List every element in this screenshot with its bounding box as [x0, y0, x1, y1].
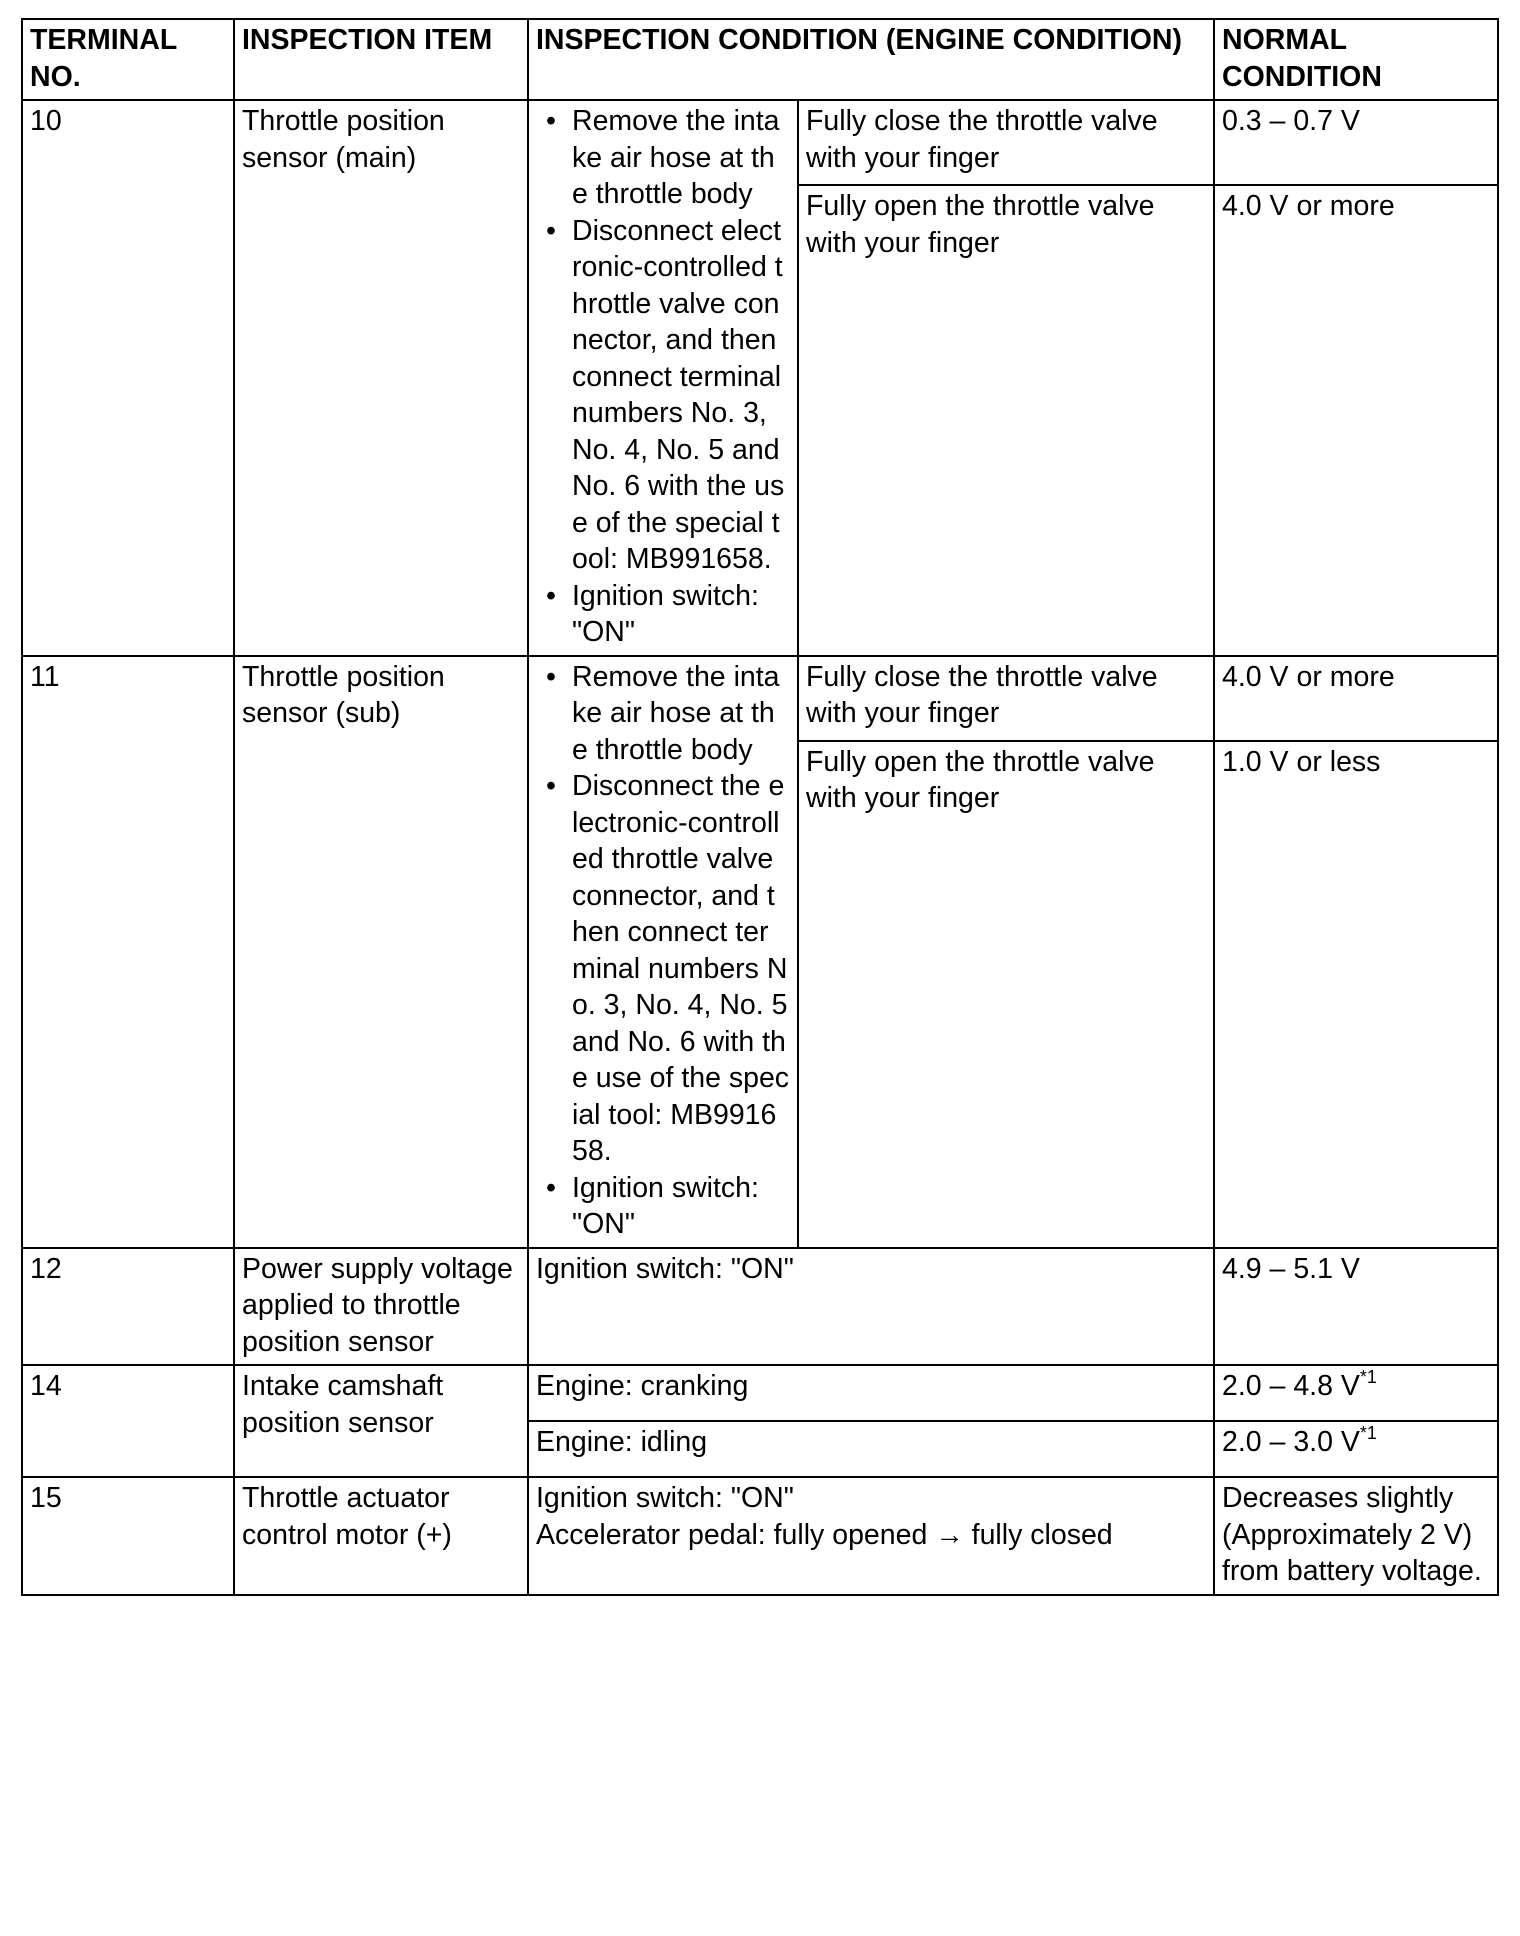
normal-condition-cell: 0.3 – 0.7 V — [1214, 100, 1498, 185]
inspection-item-cell: Power supply voltage applied to throttle position sensor — [234, 1248, 528, 1366]
inspection-table — [21, 18, 1499, 1596]
condition-line: Ignition switch: "ON" — [536, 1482, 794, 1514]
table-row-terminal-10 — [22, 100, 1498, 185]
condition-cell: Fully open the throttle valve with your finger — [798, 741, 1214, 1248]
terminal-no-cell: 14 — [22, 1365, 234, 1477]
precondition-list — [536, 659, 790, 1243]
condition-line: Accelerator pedal: fully opened → fully closed — [536, 1518, 1113, 1551]
condition-cell: Ignition switch: "ON" — [528, 1248, 1214, 1366]
terminal-no-cell: 11 — [22, 656, 234, 1248]
normal-condition-cell: 1.0 V or less — [1214, 741, 1498, 1248]
normal-condition-cell: 4.0 V or more — [1214, 185, 1498, 656]
inspection-item-cell: Throttle position sensor (sub) — [234, 656, 528, 1248]
header-normal-condition: NORMAL CONDITION — [1214, 19, 1498, 100]
list-item: • Disconnect the electronic-controlled throttle valve connector, and then connect terminal numbers No. 3, No. 4, No. 5 and No. 6 with the use of the special tool: MB991658. — [536, 768, 790, 1170]
terminal-no-cell: 15 — [22, 1477, 234, 1595]
inspection-item-cell: Throttle actuator control motor (+) — [234, 1477, 528, 1595]
terminal-no-cell: 12 — [22, 1248, 234, 1366]
normal-condition-cell: 4.9 – 5.1 V — [1214, 1248, 1498, 1366]
header-inspection-condition: INSPECTION CONDITION (ENGINE CONDITION) — [528, 19, 1214, 100]
normal-condition-cell — [1214, 1421, 1498, 1477]
list-item: • Ignition switch: "ON" — [536, 578, 790, 651]
condition-cell: Fully close the throttle valve with your finger — [798, 656, 1214, 741]
normal-condition-cell: Decreases slightly (Approximately 2 V) from battery voltage. — [1214, 1477, 1498, 1595]
list-item: • Remove the intake air hose at the throttle body — [536, 659, 790, 769]
condition-cell: Fully close the throttle valve with your finger — [798, 100, 1214, 185]
footnote-marker: *1 — [1359, 1422, 1377, 1443]
table-row-terminal-15 — [22, 1477, 1498, 1595]
condition-cell: Engine: idling — [528, 1421, 1214, 1477]
precondition-cell — [528, 656, 798, 1248]
header-terminal-no: TERMINAL NO. — [22, 19, 234, 100]
inspection-item-cell: Throttle position sensor (main) — [234, 100, 528, 656]
condition-cell — [528, 1477, 1214, 1595]
condition-cell: Engine: cranking — [528, 1365, 1214, 1421]
footnote-marker: *1 — [1359, 1366, 1377, 1387]
normal-condition-cell — [1214, 1365, 1498, 1421]
normal-value: 2.0 – 4.8 V — [1222, 1370, 1360, 1402]
table-row-terminal-14 — [22, 1365, 1498, 1421]
header-row — [22, 19, 1498, 100]
terminal-no-cell: 10 — [22, 100, 234, 656]
condition-cell: Fully open the throttle valve with your finger — [798, 185, 1214, 656]
normal-condition-cell: 4.0 V or more — [1214, 656, 1498, 741]
list-item: • Ignition switch: "ON" — [536, 1170, 790, 1243]
inspection-item-cell: Intake camshaft position sensor — [234, 1365, 528, 1477]
header-inspection-item: INSPECTION ITEM — [234, 19, 528, 100]
precondition-list — [536, 103, 790, 651]
list-item: • Disconnect electronic-controlled throttle valve connector, and then connect terminal numbers No. 3, No. 4, No. 5 and No. 6 with the use of the special tool: MB991658. — [536, 213, 790, 578]
list-item: • Remove the intake air hose at the throttle body — [536, 103, 790, 213]
normal-value: 2.0 – 3.0 V — [1222, 1426, 1360, 1458]
table-row-terminal-11 — [22, 656, 1498, 741]
inspection-table-container — [21, 18, 1497, 1596]
precondition-cell — [528, 100, 798, 656]
table-row-terminal-12 — [22, 1248, 1498, 1366]
